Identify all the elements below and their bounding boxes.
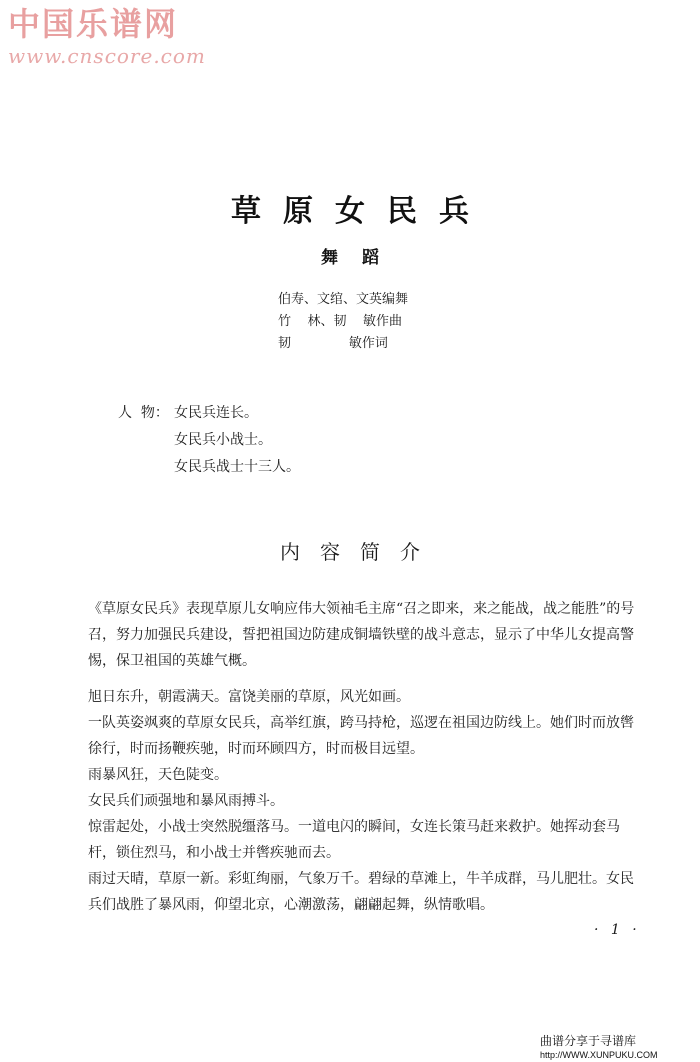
story-paragraph: 惊雷起处，小战士突然脱缰落马。一道电闪的瞬间，女连长策马赶来救护。她挥动套马杆，锁住烈马，和小战士并辔疾驰而去。 [88, 819, 620, 861]
character-line: 女民兵战士十三人。 [174, 459, 300, 475]
footer [540, 1032, 658, 1060]
page-number: · 1 · [594, 922, 641, 938]
credits [278, 289, 408, 355]
watermark-title: 中国乐谱网 [8, 5, 179, 43]
credit-choreography: 伯寿、文绾、文英编舞 [278, 292, 409, 307]
characters-label: 人 物： [118, 405, 169, 421]
character-line: 女民兵小战士。 [174, 432, 272, 448]
story-paragraph: 雨过天晴，草原一新。彩虹绚丽，气象万千。碧绿的草滩上，牛羊成群，马儿肥壮。女民兵们战胜了暴风雨，仰望北京，心潮激荡，翩翩起舞，纵情歌唱。 [88, 871, 634, 913]
page-subtitle: 舞蹈 [321, 248, 403, 268]
story-paragraph: 一队英姿飒爽的草原女民兵，高举红旗，跨马持枪，巡逻在祖国边防线上。她们时而放辔徐行，时而扬鞭疾驰，时而环顾四方，时而极目远望。 [88, 715, 634, 757]
intro-paragraph [88, 596, 640, 674]
intro-text: 《草原女民兵》表现草原儿女响应伟大领袖毛主席“召之即来，来之能战，战之能胜”的号召，努力加强民兵建设，誓把祖国边防建成铜墙铁壁的战斗意志，显示了中华儿女提高警惕，保卫祖国的英雄气概。 [88, 601, 635, 669]
credit-lyricist: 韧 敏作词 [278, 336, 388, 351]
footer-url[interactable]: http://WWW.XUNPUKU.COM [540, 1050, 658, 1060]
page-title: 草原女民兵 [231, 194, 491, 229]
watermark [8, 6, 206, 68]
watermark-url: www.cnscore.com [8, 44, 206, 68]
footer-text: 曲谱分享于寻谱库 [540, 1034, 637, 1048]
characters-block [118, 400, 300, 481]
credit-composer: 竹 林、韧 敏作曲 [278, 314, 403, 329]
section-title: 内容简介 [280, 540, 440, 564]
story-block [88, 684, 640, 918]
story-paragraph: 旭日东升，朝霞满天。富饶美丽的草原，风光如画。 [88, 689, 410, 705]
story-paragraph: 女民兵们顽强地和暴风雨搏斗。 [88, 793, 284, 809]
character-line: 女民兵连长。 [174, 405, 258, 421]
story-paragraph: 雨暴风狂，天色陡变。 [88, 767, 228, 783]
